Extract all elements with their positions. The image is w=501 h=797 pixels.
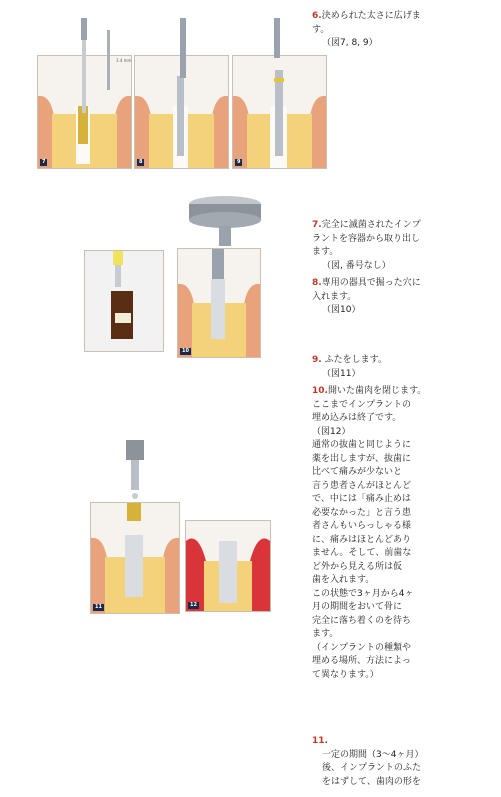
figure-number: 9 bbox=[237, 159, 241, 165]
figure-number: 7 bbox=[42, 159, 46, 165]
drill-icon bbox=[271, 18, 283, 58]
step-text: 決められた太さに広げま す。 bbox=[312, 11, 421, 35]
healing-cap-driver-icon bbox=[122, 440, 148, 500]
step-6 bbox=[312, 10, 492, 51]
step-figure-ref: （図10） bbox=[322, 305, 361, 315]
step-text: 一定の期間（3～4ヶ月） 後、インプラントのふた をはずして、歯肉の形を bbox=[322, 749, 424, 787]
step-figure-ref: （図, 番号なし） bbox=[322, 260, 391, 271]
drill-icon bbox=[177, 18, 189, 78]
step-8 bbox=[312, 277, 492, 318]
step-text: 開いた歯肉を閉じます。 ここまでインプラントの 埋め込みは終了です。 （図12） 通常の抜歯と同じように 薬を出しますが、抜歯に 比べて痛みが少ないと 言う患者さんがほとんど で、中には「痛み止めは 必要なかった」と言う患 者さんもいらっしゃる様 に、痛みはほとんどあり ません。そして、前歯な ど外から見える所は仮 歯を入れます。 この状態で3ヶ月から4ヶ 月の期間をおいて骨に 完全に落ち着くのを待ち ます。 （インプラントの種類や 埋める場所、方法によっ て異なります。） bbox=[312, 386, 427, 680]
implant-container-figure bbox=[84, 250, 164, 352]
step-9 bbox=[312, 354, 492, 381]
figure-11 bbox=[90, 502, 180, 614]
figure-10 bbox=[177, 248, 261, 358]
figure-9 bbox=[232, 55, 327, 169]
step-7 bbox=[312, 219, 492, 273]
step-number: 8. bbox=[312, 278, 322, 288]
figure-number: 8 bbox=[139, 159, 143, 165]
implant-driver-knob-icon bbox=[184, 192, 266, 247]
step-11 bbox=[312, 735, 497, 789]
step-text: ふたをします。 bbox=[324, 355, 387, 365]
step-number: 9. bbox=[312, 355, 322, 365]
figure-number: 11 bbox=[95, 604, 102, 610]
step-figure-ref: （図7, 8, 9） bbox=[322, 38, 378, 48]
measure-gauge-icon bbox=[104, 30, 114, 90]
step-10 bbox=[312, 385, 497, 682]
gauge-label: 3.4 mm bbox=[116, 58, 132, 63]
step-number: 6. bbox=[312, 11, 322, 21]
step-number: 11. bbox=[312, 736, 328, 746]
step-figure-ref: （図11） bbox=[322, 368, 361, 379]
step-number: 7. bbox=[312, 220, 322, 230]
figure-number: 10 bbox=[182, 348, 189, 354]
drill-icon bbox=[78, 18, 90, 113]
figure-12 bbox=[185, 520, 271, 612]
step-text: 完全に滅菌されたインプ ラントを容器から取り出し ます。 bbox=[312, 220, 421, 257]
step-text: 専用の器具で掘った穴に 入れます。 bbox=[312, 278, 421, 302]
figure-number: 12 bbox=[190, 602, 197, 608]
step-number: 10. bbox=[312, 386, 328, 396]
